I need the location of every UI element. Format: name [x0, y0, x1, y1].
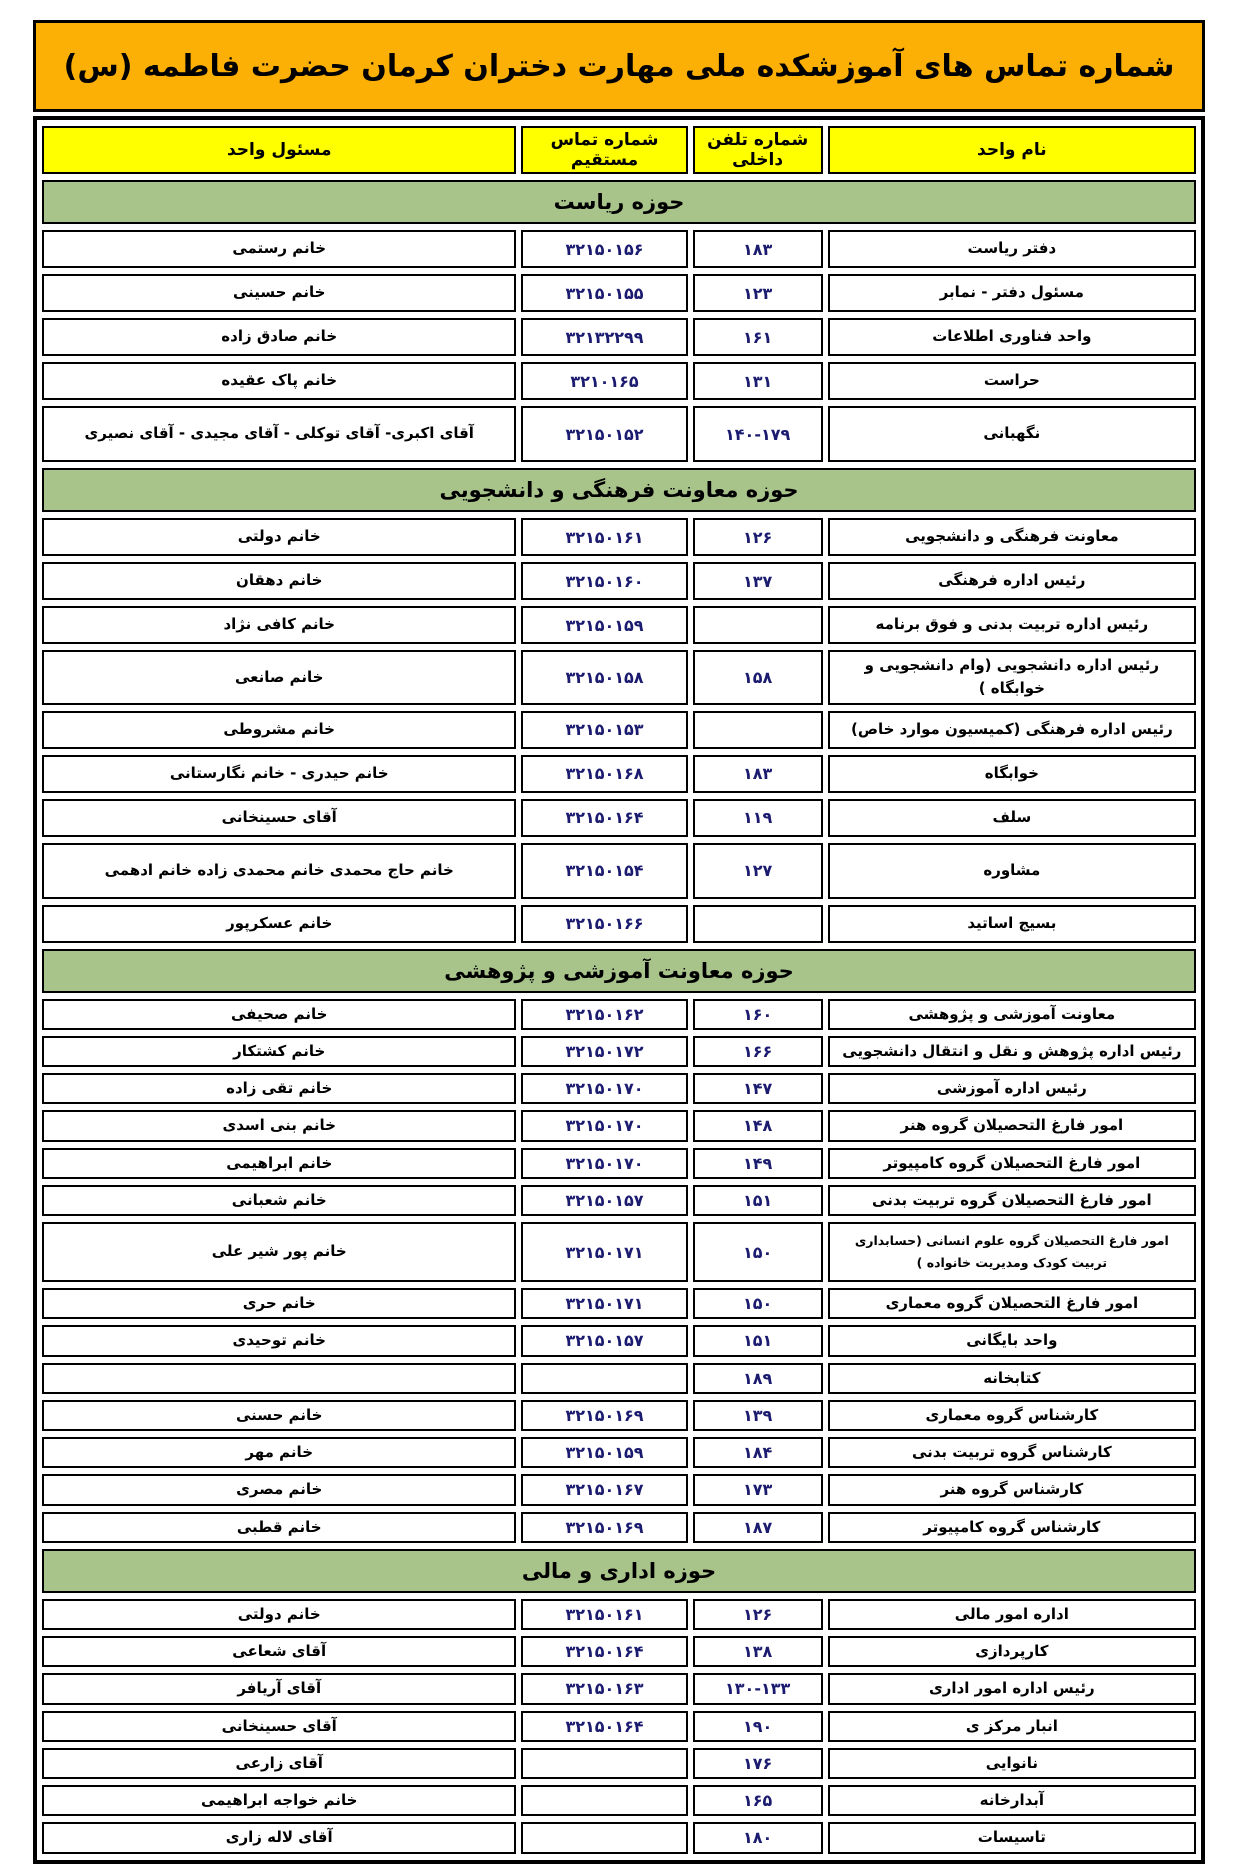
table-row [42, 406, 1196, 462]
internal-cell: ۱۵۱ [693, 1325, 823, 1356]
table-row [42, 274, 1196, 312]
manager-cell: خانم عسکرپور [42, 905, 516, 943]
manager-cell: خانم کشتکار [42, 1036, 516, 1067]
direct-cell: ۳۲۱۵۰۱۵۵ [521, 274, 687, 312]
unit-cell: امور فارغ التحصیلان گروه معماری [828, 1288, 1196, 1319]
manager-cell: خانم کافی نژاد [42, 606, 516, 644]
direct-cell: ۳۲۱۵۰۱۵۷ [521, 1185, 687, 1216]
internal-cell: ۱۱۹ [693, 799, 823, 837]
manager-cell: آقای حسینخانی [42, 799, 516, 837]
unit-cell: بسیج اساتید [828, 905, 1196, 943]
column-header-internal: شماره تلفن داخلی [693, 126, 823, 174]
direct-cell [521, 1785, 687, 1816]
direct-cell: ۳۲۱۵۰۱۵۳ [521, 711, 687, 749]
internal-cell: ۱۸۰ [693, 1822, 823, 1853]
internal-cell: ۱۲۶ [693, 518, 823, 556]
internal-cell: ۱۶۱ [693, 318, 823, 356]
manager-cell: آقای حسینخانی [42, 1711, 516, 1742]
manager-cell: خانم مصری [42, 1474, 516, 1505]
table-row [42, 230, 1196, 268]
manager-cell: خانم مهر [42, 1437, 516, 1468]
manager-cell: خانم قطبی [42, 1512, 516, 1543]
unit-cell: انبار مرکز ی [828, 1711, 1196, 1742]
manager-cell [42, 1363, 516, 1394]
manager-cell: خانم ابراهیمی [42, 1148, 516, 1179]
unit-cell: کارشناس گروه معماری [828, 1400, 1196, 1431]
internal-cell: ۱۳۱ [693, 362, 823, 400]
internal-cell: ۱۵۱ [693, 1185, 823, 1216]
table-row [42, 1073, 1196, 1104]
section-title: حوزه معاونت آموزشی و پژوهشی [42, 949, 1196, 993]
manager-cell: خانم خواجه ابراهیمی [42, 1785, 516, 1816]
section-title: حوزه معاونت فرهنگی و دانشجویی [42, 468, 1196, 512]
internal-cell: ۱۸۷ [693, 1512, 823, 1543]
direct-cell [521, 1363, 687, 1394]
direct-cell [521, 1748, 687, 1779]
direct-cell: ۳۲۱۵۰۱۷۰ [521, 1148, 687, 1179]
manager-cell: خانم پاک عقیده [42, 362, 516, 400]
internal-cell [693, 606, 823, 644]
unit-cell: کتابخانه [828, 1363, 1196, 1394]
unit-cell: رئیس اداره فرهنگی [828, 562, 1196, 600]
direct-cell: ۳۲۱۵۰۱۶۱ [521, 1599, 687, 1630]
direct-cell: ۳۲۱۳۲۲۹۹ [521, 318, 687, 356]
unit-cell: سلف [828, 799, 1196, 837]
manager-cell: خانم شعبانی [42, 1185, 516, 1216]
table-row [42, 650, 1196, 705]
unit-cell: واحد فناوری اطلاعات [828, 318, 1196, 356]
table-row [42, 1363, 1196, 1394]
table-row [42, 1148, 1196, 1179]
direct-cell: ۳۲۱۵۰۱۷۰ [521, 1073, 687, 1104]
internal-cell: ۱۲۳ [693, 274, 823, 312]
section-title: حوزه ریاست [42, 180, 1196, 224]
direct-cell: ۳۲۱۰۱۶۵ [521, 362, 687, 400]
unit-cell: دفتر ریاست [828, 230, 1196, 268]
direct-cell: ۳۲۱۵۰۱۵۴ [521, 843, 687, 899]
manager-cell: آقای اکبری- آقای توکلی - آقای مجیدی - آقای نصیری [42, 406, 516, 462]
unit-cell: امور فارغ التحصیلان گروه هنر [828, 1110, 1196, 1141]
phone-directory-page [33, 20, 1205, 1864]
unit-cell: رئیس اداره فرهنگی (کمیسیون موارد خاص) [828, 711, 1196, 749]
internal-cell: ۱۸۹ [693, 1363, 823, 1394]
section-header-row [42, 1549, 1196, 1593]
internal-cell [693, 711, 823, 749]
unit-cell: مشاوره [828, 843, 1196, 899]
column-header-manager: مسئول واحد [42, 126, 516, 174]
table-row [42, 518, 1196, 556]
manager-cell: خانم پور شیر علی [42, 1222, 516, 1282]
direct-cell [521, 1822, 687, 1853]
direct-cell: ۳۲۱۵۰۱۶۴ [521, 799, 687, 837]
table-row [42, 1512, 1196, 1543]
internal-cell: ۱۳۷ [693, 562, 823, 600]
unit-cell: نانوایی [828, 1748, 1196, 1779]
table-row [42, 905, 1196, 943]
manager-cell: خانم توحیدی [42, 1325, 516, 1356]
direct-cell: ۳۲۱۵۰۱۶۰ [521, 562, 687, 600]
table-row [42, 1785, 1196, 1816]
direct-cell: ۳۲۱۵۰۱۷۰ [521, 1110, 687, 1141]
section-header-row [42, 468, 1196, 512]
direct-cell: ۳۲۱۵۰۱۶۸ [521, 755, 687, 793]
page-title: شماره تماس های آموزشکده ملی مهارت دختران کرمان حضرت فاطمه (س) [33, 20, 1205, 112]
direct-cell: ۳۲۱۵۰۱۷۱ [521, 1288, 687, 1319]
table-row [42, 843, 1196, 899]
table-row [42, 1822, 1196, 1853]
table-row [42, 562, 1196, 600]
manager-cell: آقای لاله زاری [42, 1822, 516, 1853]
internal-cell: ۱۴۹ [693, 1148, 823, 1179]
internal-cell: ۱۳۸ [693, 1636, 823, 1667]
unit-cell: کارشناس گروه کامپیوتر [828, 1512, 1196, 1543]
direct-cell: ۳۲۱۵۰۱۶۴ [521, 1711, 687, 1742]
manager-cell: خانم حسینی [42, 274, 516, 312]
table-row [42, 318, 1196, 356]
internal-cell: ۱۸۳ [693, 230, 823, 268]
unit-cell: کارپردازی [828, 1636, 1196, 1667]
manager-cell: خانم مشروطی [42, 711, 516, 749]
unit-cell: آبدارخانه [828, 1785, 1196, 1816]
internal-cell: ۱۷۳ [693, 1474, 823, 1505]
unit-cell: تاسیسات [828, 1822, 1196, 1853]
header-row [42, 126, 1196, 174]
internal-cell: ۱۶۰ [693, 999, 823, 1030]
internal-cell: ۱۶۶ [693, 1036, 823, 1067]
unit-cell: معاونت فرهنگی و دانشجویی [828, 518, 1196, 556]
table-row [42, 1711, 1196, 1742]
manager-cell: آقای زارعی [42, 1748, 516, 1779]
unit-cell: خوابگاه [828, 755, 1196, 793]
internal-cell: ۱۷۶ [693, 1748, 823, 1779]
direct-cell: ۳۲۱۵۰۱۵۹ [521, 606, 687, 644]
table-row [42, 1110, 1196, 1141]
directory-table [37, 120, 1201, 1860]
internal-cell: ۱۴۸ [693, 1110, 823, 1141]
unit-cell: مسئول دفتر - نمابر [828, 274, 1196, 312]
internal-cell: ۱۴۰-۱۷۹ [693, 406, 823, 462]
manager-cell: خانم حاج محمدی خانم محمدی زاده خانم ادهمی [42, 843, 516, 899]
internal-cell: ۱۵۸ [693, 650, 823, 705]
manager-cell: خانم حری [42, 1288, 516, 1319]
table-row [42, 1325, 1196, 1356]
manager-cell: خانم دولتی [42, 1599, 516, 1630]
direct-cell: ۳۲۱۵۰۱۵۹ [521, 1437, 687, 1468]
direct-cell: ۳۲۱۵۰۱۶۴ [521, 1636, 687, 1667]
internal-cell: ۱۵۰ [693, 1288, 823, 1319]
section-header-row [42, 180, 1196, 224]
table-row [42, 799, 1196, 837]
internal-cell: ۱۸۳ [693, 755, 823, 793]
internal-cell: ۱۳۹ [693, 1400, 823, 1431]
internal-cell [693, 905, 823, 943]
manager-cell: خانم رستمی [42, 230, 516, 268]
manager-cell: خانم دهقان [42, 562, 516, 600]
table-row [42, 711, 1196, 749]
unit-cell: کارشناس گروه تربیت بدنی [828, 1437, 1196, 1468]
direct-cell: ۳۲۱۵۰۱۶۱ [521, 518, 687, 556]
internal-cell: ۱۲۷ [693, 843, 823, 899]
unit-cell: رئیس اداره تربیت بدنی و فوق برنامه [828, 606, 1196, 644]
unit-cell: رئیس اداره پژوهش و نقل و انتقال دانشجویی [828, 1036, 1196, 1067]
directory-table-container [33, 116, 1205, 1864]
manager-cell: آقای شعاعی [42, 1636, 516, 1667]
manager-cell: خانم دولتی [42, 518, 516, 556]
direct-cell: ۳۲۱۵۰۱۶۳ [521, 1673, 687, 1704]
table-row [42, 1636, 1196, 1667]
table-row [42, 1673, 1196, 1704]
unit-cell: معاونت آموزشی و پژوهشی [828, 999, 1196, 1030]
manager-cell: خانم حیدری - خانم نگارستانی [42, 755, 516, 793]
direct-cell: ۳۲۱۵۰۱۶۲ [521, 999, 687, 1030]
table-row [42, 1222, 1196, 1282]
direct-cell: ۳۲۱۵۰۱۵۸ [521, 650, 687, 705]
direct-cell: ۳۲۱۵۰۱۵۷ [521, 1325, 687, 1356]
direct-cell: ۳۲۱۵۰۱۷۲ [521, 1036, 687, 1067]
manager-cell: خانم بنی اسدی [42, 1110, 516, 1141]
unit-cell: حراست [828, 362, 1196, 400]
internal-cell: ۱۹۰ [693, 1711, 823, 1742]
direct-cell: ۳۲۱۵۰۱۶۹ [521, 1400, 687, 1431]
unit-cell: رئیس اداره امور اداری [828, 1673, 1196, 1704]
table-row [42, 1599, 1196, 1630]
unit-cell: رئیس اداره دانشجویی (وام دانشجویی و خوابگاه ) [828, 650, 1196, 705]
table-row [42, 1288, 1196, 1319]
manager-cell: خانم تقی زاده [42, 1073, 516, 1104]
table-row [42, 1400, 1196, 1431]
direct-cell: ۳۲۱۵۰۱۵۲ [521, 406, 687, 462]
internal-cell: ۱۶۵ [693, 1785, 823, 1816]
unit-cell: کارشناس گروه هنر [828, 1474, 1196, 1505]
table-row [42, 606, 1196, 644]
table-row [42, 1036, 1196, 1067]
table-row [42, 1185, 1196, 1216]
internal-cell: ۱۸۴ [693, 1437, 823, 1468]
direct-cell: ۳۲۱۵۰۱۵۶ [521, 230, 687, 268]
column-header-unit: نام واحد [828, 126, 1196, 174]
manager-cell: خانم حسنی [42, 1400, 516, 1431]
manager-cell: خانم صانعی [42, 650, 516, 705]
direct-cell: ۳۲۱۵۰۱۶۷ [521, 1474, 687, 1505]
table-row [42, 1474, 1196, 1505]
direct-cell: ۳۲۱۵۰۱۷۱ [521, 1222, 687, 1282]
section-header-row [42, 949, 1196, 993]
table-row [42, 755, 1196, 793]
section-title: حوزه اداری و مالی [42, 1549, 1196, 1593]
unit-cell: رئیس اداره آموزشی [828, 1073, 1196, 1104]
direct-cell: ۳۲۱۵۰۱۶۹ [521, 1512, 687, 1543]
table-row [42, 1437, 1196, 1468]
table-row [42, 999, 1196, 1030]
unit-cell: نگهبانی [828, 406, 1196, 462]
unit-cell: امور فارغ التحصیلان گروه تربیت بدنی [828, 1185, 1196, 1216]
table-row [42, 1748, 1196, 1779]
direct-cell: ۳۲۱۵۰۱۶۶ [521, 905, 687, 943]
unit-cell: واحد بایگانی [828, 1325, 1196, 1356]
manager-cell: خانم صادق زاده [42, 318, 516, 356]
directory-table-body [42, 180, 1196, 1854]
table-row [42, 362, 1196, 400]
internal-cell: ۱۴۷ [693, 1073, 823, 1104]
unit-cell: امور فارغ التحصیلان گروه کامپیوتر [828, 1148, 1196, 1179]
column-header-direct: شماره تماس مستقیم [521, 126, 687, 174]
manager-cell: آقای آریافر [42, 1673, 516, 1704]
internal-cell: ۱۳۰-۱۳۳ [693, 1673, 823, 1704]
unit-cell: اداره امور مالی [828, 1599, 1196, 1630]
unit-cell: امور فارغ التحصیلان گروه علوم انسانی (حسابداری تربیت کودک ومدیریت خانواده ) [828, 1222, 1196, 1282]
internal-cell: ۱۲۶ [693, 1599, 823, 1630]
manager-cell: خانم صحیفی [42, 999, 516, 1030]
internal-cell: ۱۵۰ [693, 1222, 823, 1282]
